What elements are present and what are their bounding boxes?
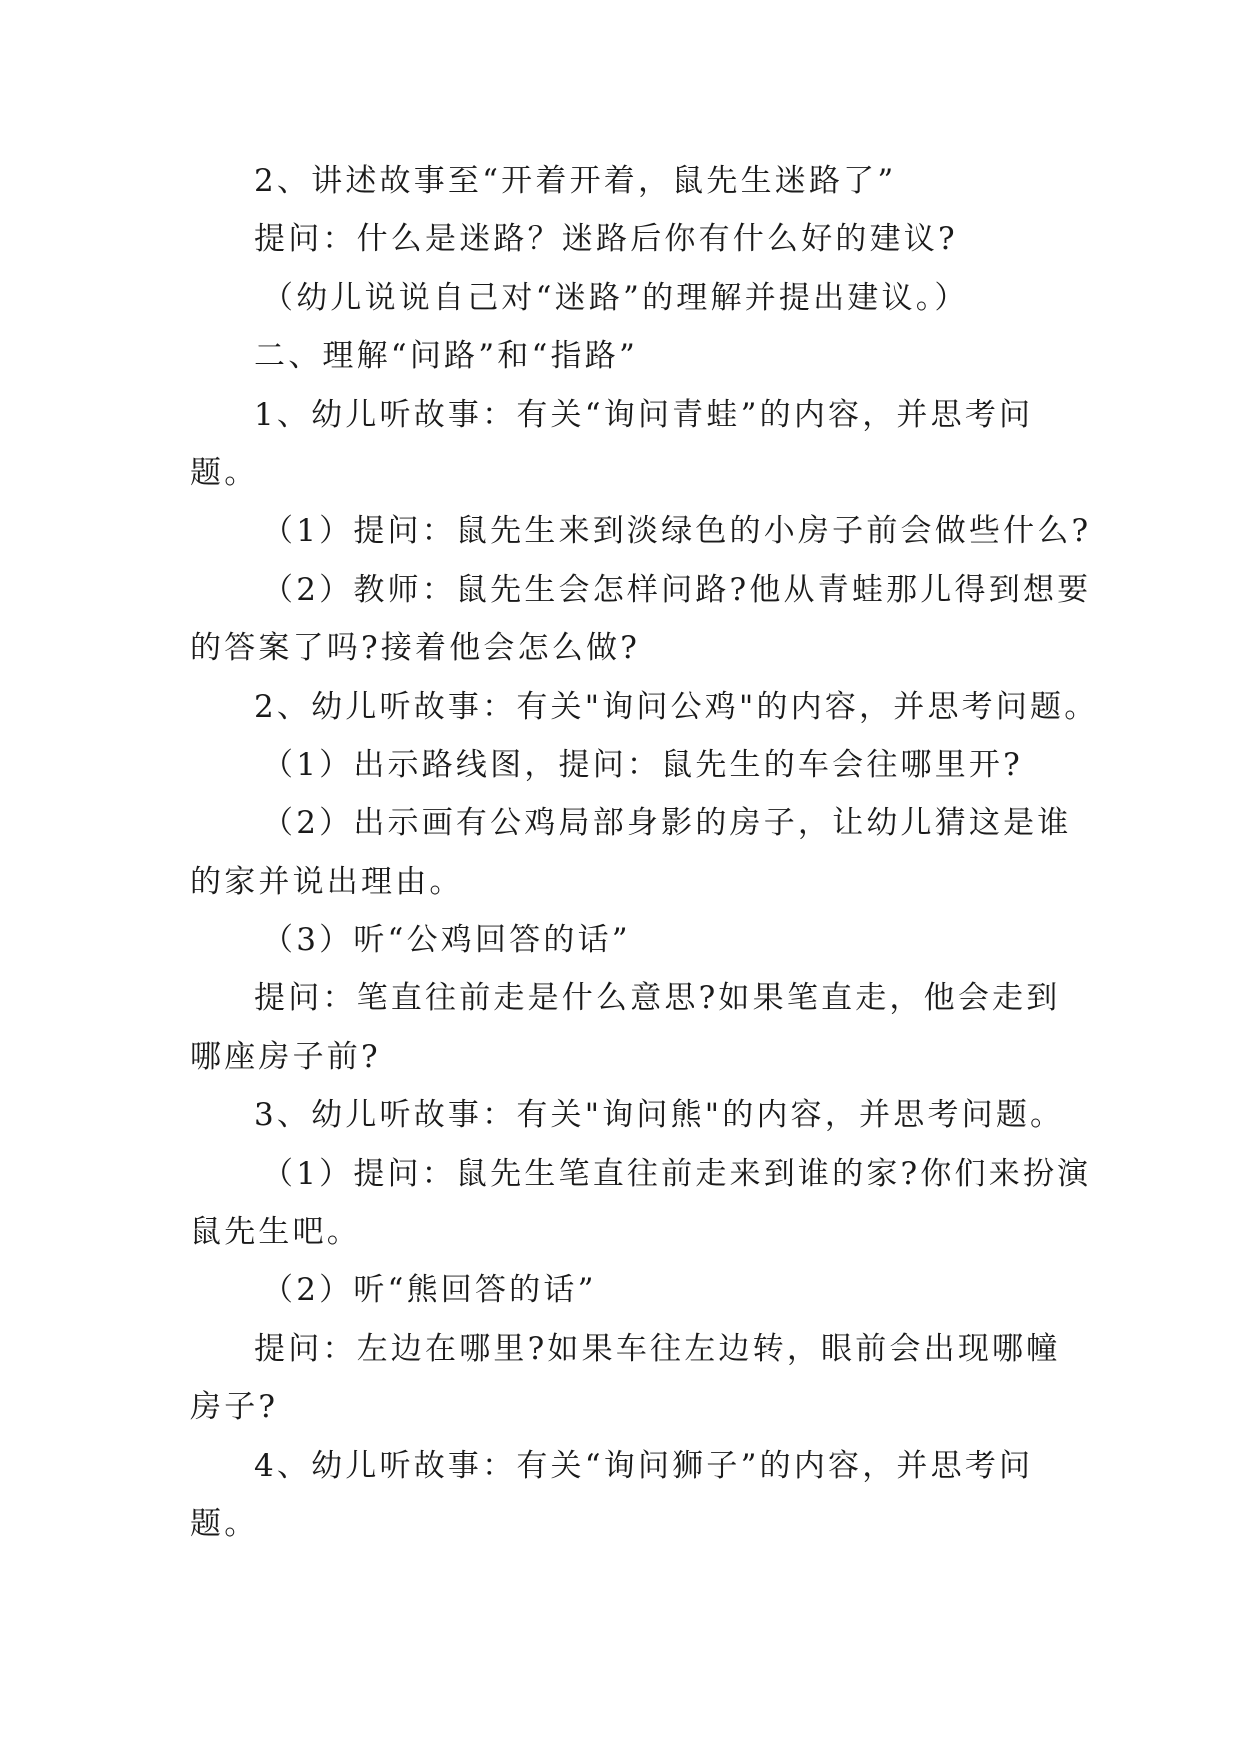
text-line: 的答案了吗?接着他会怎么做? [190, 630, 641, 667]
text-line: （1）出示路线图，提问：鼠先生的车会往哪里开? [262, 746, 1023, 783]
text-line: 题。 [190, 454, 259, 491]
text-line: （幼儿说说自己对“迷路”的理解并提出建议。） [262, 279, 969, 316]
text-line: （2）听“熊回答的话” [262, 1272, 597, 1309]
text-line: 1、幼儿听故事：有关“询问青蛙”的内容，并思考问 [254, 396, 1034, 433]
text-line: （3）听“公鸡回答的话” [262, 922, 631, 959]
text-line: 鼠先生吧。 [190, 1214, 361, 1251]
text-line: 2、幼儿听故事：有关"询问公鸡"的内容，并思考问题。 [254, 688, 1099, 725]
text-line: 提问：笔直往前走是什么意思?如果笔直走，他会走到 [254, 980, 1061, 1017]
section-heading: 二、理解“问路”和“指路” [254, 338, 638, 375]
text-line: 房子? [190, 1389, 279, 1426]
text-line: （2）教师：鼠先生会怎样问路?他从青蛙那儿得到想要 [262, 571, 1092, 608]
text-line: 题。 [190, 1505, 259, 1542]
text-line: 哪座房子前? [190, 1038, 381, 1075]
text-line: （1）提问：鼠先生笔直往前走来到谁的家?你们来扮演 [262, 1155, 1092, 1192]
document-body [190, 152, 1099, 1553]
text-line: （1）提问：鼠先生来到淡绿色的小房子前会做些什么? [262, 513, 1092, 550]
text-line: 提问：左边在哪里?如果车往左边转，眼前会出现哪幢 [254, 1330, 1061, 1367]
text-line: 2、讲述故事至“开着开着，鼠先生迷路了” [254, 163, 897, 199]
text-line: 提问：什么是迷路？迷路后你有什么好的建议? [254, 221, 958, 258]
text-line: 4、幼儿听故事：有关“询问狮子”的内容，并思考问 [254, 1447, 1034, 1484]
text-line: （2）出示画有公鸡局部身影的房子，让幼儿猜这是谁 [262, 805, 1072, 842]
text-line: 3、幼儿听故事：有关"询问熊"的内容，并思考问题。 [254, 1097, 1065, 1134]
text-line: 的家并说出理由。 [190, 863, 464, 900]
